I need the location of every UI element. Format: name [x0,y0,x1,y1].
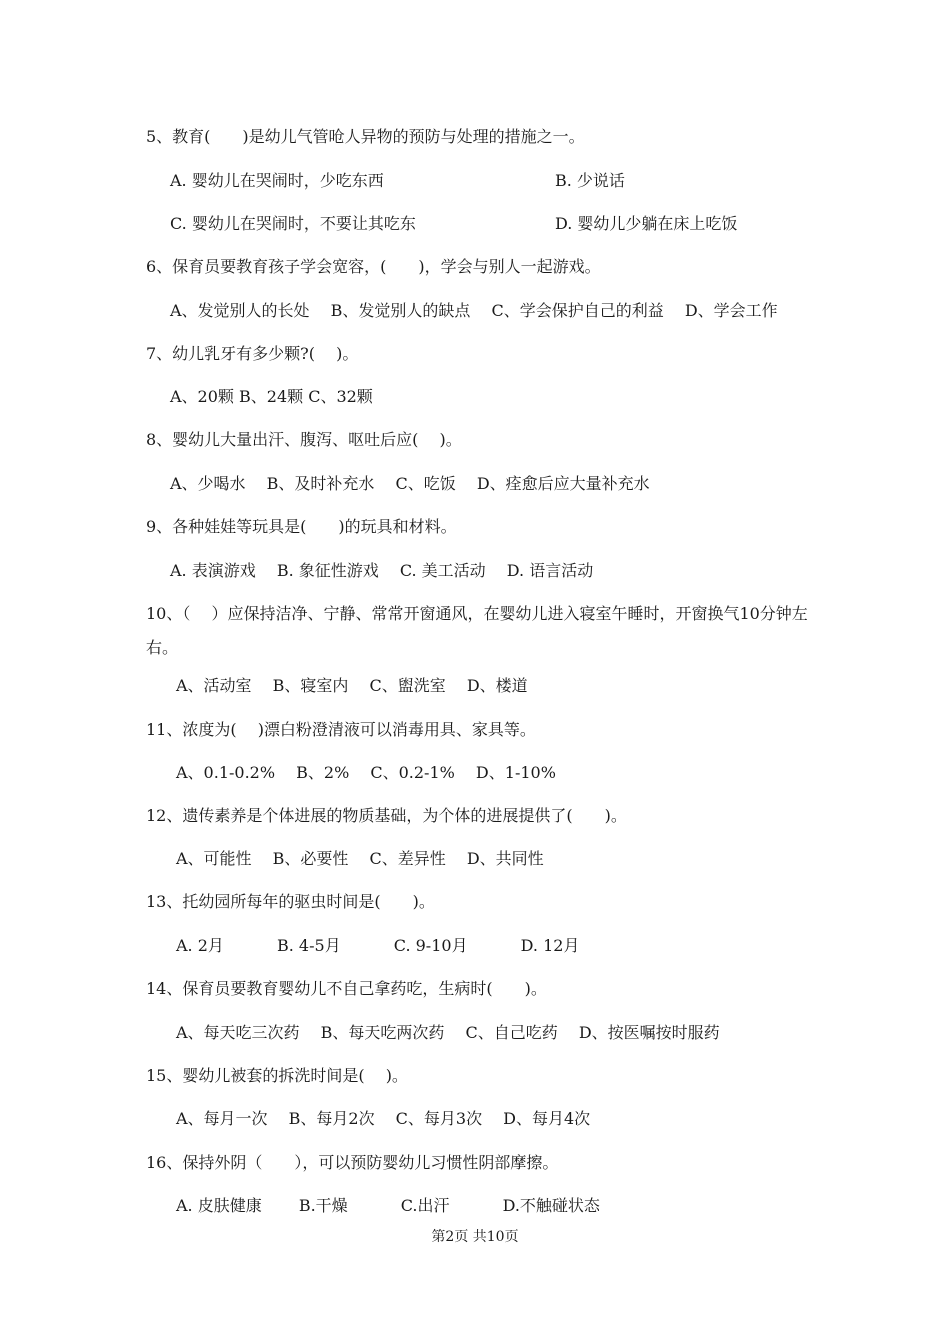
question-15: 15、婴幼儿被套的拆洗时间是( )。 [146,1066,408,1085]
question-8: 8、婴幼儿大量出汗、腹泻、呕吐后应( )。 [146,430,462,449]
page-footer: 第2页 共10页 [431,1229,519,1245]
question-10: 10、（ ）应保持洁净、宁静、常常开窗通风，在婴幼儿进入寝室午睡时，开窗换气10分钟左右。 [146,604,808,657]
question-13: 13、托幼园所每年的驱虫时间是( )。 [146,892,435,911]
options-12: A、可能性 B、必要性 C、差异性 D、共同性 [176,849,544,868]
options-11: A、0.1-0.2% B、2% C、0.2-1% D、1-10% [176,763,556,782]
options-6: A、发觉别人的长处 B、发觉别人的缺点 C、学会保护自己的利益 D、学会工作 [170,301,778,320]
options-15: A、每月一次 B、每月2次 C、每月3次 D、每月4次 [176,1109,591,1128]
option-5b: B. 少说话 [555,171,625,190]
question-14: 14、保育员要教育婴幼儿不自己拿药吃，生病时( )。 [146,979,547,998]
options-13: A. 2月 B. 4-5月 C. 9-10月 D. 12月 [176,936,580,955]
options-9: A. 表演游戏 B. 象征性游戏 C. 美工活动 D. 语言活动 [170,561,594,580]
option-5c: C. 婴幼儿在哭闹时，不要让其吃东 [170,214,416,233]
question-12: 12、遗传素养是个体进展的物质基础，为个体的进展提供了( )。 [146,806,627,825]
question-5: 5、教育( )是幼儿气管呛人异物的预防与处理的措施之一。 [146,127,585,146]
options-16: A. 皮肤健康 B.干燥 C.出汗 D.不触碰状态 [176,1196,600,1215]
options-10: A、活动室 B、寝室内 C、盥洗室 D、楼道 [176,676,528,695]
question-9: 9、各种娃娃等玩具是( )的玩具和材料。 [146,517,457,536]
option-5d: D. 婴幼儿少躺在床上吃饭 [555,214,738,233]
options-8: A、少喝水 B、及时补充水 C、吃饭 D、痊愈后应大量补充水 [170,474,650,493]
question-6: 6、保育员要教育孩子学会宽容，( )，学会与别人一起游戏。 [146,257,601,276]
question-7: 7、幼儿乳牙有多少颗?( )。 [146,344,359,363]
question-16: 16、保持外阴（ ），可以预防婴幼儿习惯性阴部摩擦。 [146,1153,559,1172]
question-11: 11、浓度为( )漂白粉澄清液可以消毒用具、家具等。 [146,720,536,739]
options-7: A、20颗 B、24颗 C、32颗 [170,387,373,406]
options-14: A、每天吃三次药 B、每天吃两次药 C、自己吃药 D、按医嘱按时服药 [176,1023,720,1042]
option-5a: A. 婴幼儿在哭闹时，少吃东西 [170,171,384,190]
